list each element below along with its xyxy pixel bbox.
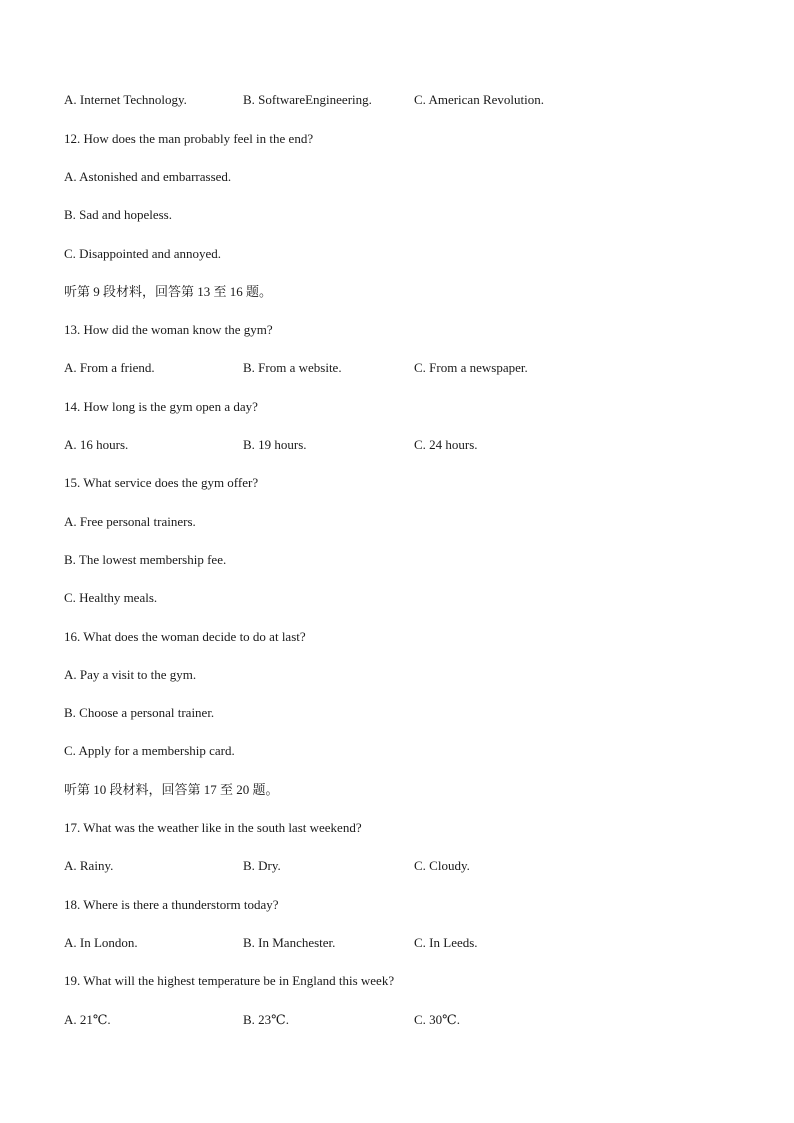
- option-c: C. From a newspaper.: [414, 360, 528, 375]
- q13-options: [64, 360, 764, 376]
- q12-option-b: B. Sad and hopeless.: [64, 207, 172, 222]
- q15-option-c: C. Healthy meals.: [64, 590, 158, 605]
- option-b: B. SoftwareEngineering.: [243, 92, 372, 107]
- option-a: A. Internet Technology.: [64, 92, 187, 107]
- q19-options: [64, 1012, 764, 1028]
- option-a: A. 16 hours.: [64, 437, 129, 452]
- option-b: B. From a website.: [243, 360, 342, 375]
- q16-option-c: C. Apply for a membership card.: [64, 743, 235, 758]
- question-17: 17. What was the weather like in the south last weekend?: [64, 820, 362, 835]
- q12-option-c: C. Disappointed and annoyed.: [64, 246, 222, 261]
- option-b: B. Dry.: [243, 858, 281, 873]
- section-9-heading: 听第 9 段材料，回答第 13 至 16 题。: [64, 284, 273, 299]
- q12-option-a: A. Astonished and embarrassed.: [64, 169, 232, 184]
- option-b: B. In Manchester.: [243, 935, 336, 950]
- question-19: 19. What will the highest temperature be in England this week?: [64, 973, 395, 988]
- question-14: 14. How long is the gym open a day?: [64, 399, 258, 414]
- option-a: A. In London.: [64, 935, 138, 950]
- option-c: C. In Leeds.: [414, 935, 478, 950]
- option-c: C. American Revolution.: [414, 92, 544, 107]
- option-a: A. 21℃.: [64, 1012, 111, 1027]
- question-13: 13. How did the woman know the gym?: [64, 322, 273, 337]
- q16-option-b: B. Choose a personal trainer.: [64, 705, 215, 720]
- question-18: 18. Where is there a thunderstorm today?: [64, 897, 279, 912]
- q18-options: [64, 935, 764, 951]
- option-c: C. 24 hours.: [414, 437, 478, 452]
- question-15: 15. What service does the gym offer?: [64, 475, 259, 490]
- option-c: C. Cloudy.: [414, 858, 470, 873]
- question-12: 12. How does the man probably feel in the end?: [64, 131, 314, 146]
- option-a: A. Rainy.: [64, 858, 114, 873]
- q17-options: [64, 858, 764, 874]
- section-10-heading: 听第 10 段材料，回答第 17 至 20 题。: [64, 782, 279, 797]
- option-c: C. 30℃.: [414, 1012, 460, 1027]
- q14-options: [64, 437, 764, 453]
- option-b: B. 19 hours.: [243, 437, 307, 452]
- option-b: B. 23℃.: [243, 1012, 289, 1027]
- option-a: A. From a friend.: [64, 360, 155, 375]
- q15-option-a: A. Free personal trainers.: [64, 514, 196, 529]
- q16-option-a: A. Pay a visit to the gym.: [64, 667, 197, 682]
- question-16: 16. What does the woman decide to do at last?: [64, 629, 306, 644]
- q15-option-b: B. The lowest membership fee.: [64, 552, 227, 567]
- q11-options: [64, 92, 764, 108]
